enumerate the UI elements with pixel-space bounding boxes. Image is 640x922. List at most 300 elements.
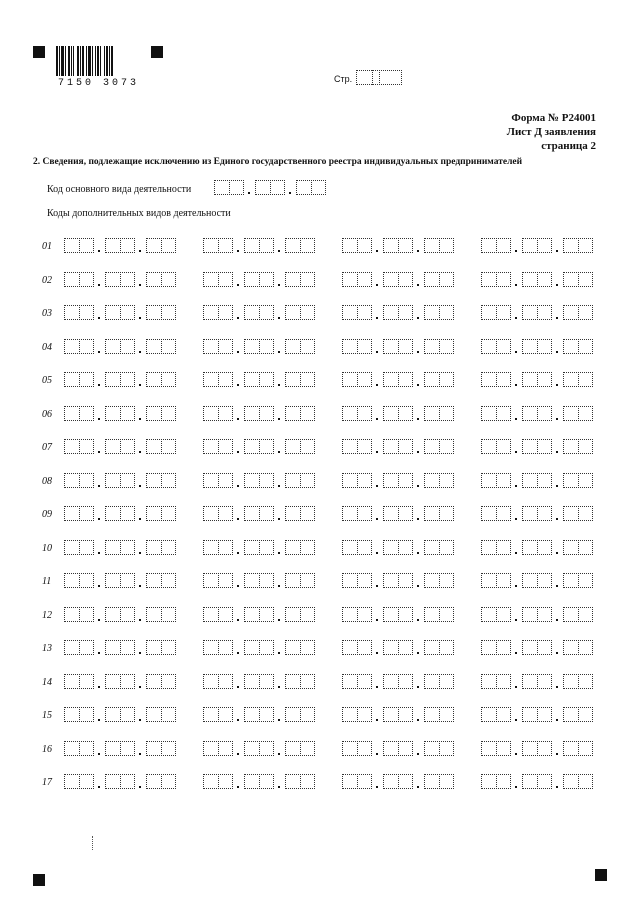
additional-code-10-2-separator-dot [278, 552, 280, 554]
additional-code-06-4-box-2[interactable] [522, 406, 552, 421]
additional-code-01-2-box-3[interactable] [285, 238, 315, 253]
additional-code-11-1-box-2[interactable] [105, 573, 135, 588]
additional-code-13-2-box-3[interactable] [285, 640, 315, 655]
margin-tick [92, 836, 93, 850]
additional-code-11-4-box-3[interactable] [563, 573, 593, 588]
page-number-field[interactable] [356, 70, 402, 85]
additional-code-10-2-box-1[interactable] [203, 540, 233, 555]
additional-code-01-2-separator-dot [278, 250, 280, 252]
additional-code-06-1-box-1[interactable] [64, 406, 94, 421]
additional-code-04-3-separator-dot [417, 351, 419, 353]
additional-code-07-2-box-2[interactable] [244, 439, 274, 454]
additional-code-05-2-box-1[interactable] [203, 372, 233, 387]
additional-code-09-2-box-1[interactable] [203, 506, 233, 521]
additional-code-15-1-box-1[interactable] [64, 707, 94, 722]
additional-code-14-4-box-2[interactable] [522, 674, 552, 689]
additional-code-12-2-box-1[interactable] [203, 607, 233, 622]
additional-code-12-4-separator-dot [515, 619, 517, 621]
main-activity-code-box-3[interactable] [296, 180, 326, 195]
additional-code-06-4-separator-dot [556, 418, 558, 420]
additional-code-02-4-box-2[interactable] [522, 272, 552, 287]
additional-code-15-3-separator-dot [376, 719, 378, 721]
additional-code-10-1-box-1[interactable] [64, 540, 94, 555]
additional-code-14-1-box-1[interactable] [64, 674, 94, 689]
additional-code-09-2-box-3[interactable] [285, 506, 315, 521]
additional-code-14-4-separator-dot [515, 686, 517, 688]
additional-code-12-4-box-2[interactable] [522, 607, 552, 622]
additional-code-10-3-box-1[interactable] [342, 540, 372, 555]
additional-code-04-4-separator-dot [515, 351, 517, 353]
additional-code-08-4-box-1[interactable] [481, 473, 511, 488]
sheet-page: страница 2 [541, 140, 596, 152]
additional-code-15-4-separator-dot [556, 719, 558, 721]
additional-code-17-2-box-3[interactable] [285, 774, 315, 789]
additional-code-17-2-box-2[interactable] [244, 774, 274, 789]
additional-code-13-3-box-3[interactable] [424, 640, 454, 655]
additional-code-08-4-box-3[interactable] [563, 473, 593, 488]
additional-code-05-3-box-3[interactable] [424, 372, 454, 387]
additional-code-03-1-box-3[interactable] [146, 305, 176, 320]
additional-code-07-4-box-2[interactable] [522, 439, 552, 454]
additional-code-08-3-box-1[interactable] [342, 473, 372, 488]
additional-code-15-1-box-2[interactable] [105, 707, 135, 722]
additional-code-09-1-box-3[interactable] [146, 506, 176, 521]
additional-code-05-3-box-2[interactable] [383, 372, 413, 387]
additional-code-01-1-box-2[interactable] [105, 238, 135, 253]
additional-code-03-3-box-2[interactable] [383, 305, 413, 320]
additional-code-05-4-box-2[interactable] [522, 372, 552, 387]
additional-code-16-4-box-2[interactable] [522, 741, 552, 756]
additional-code-15-2-box-3[interactable] [285, 707, 315, 722]
additional-code-08-1-box-1[interactable] [64, 473, 94, 488]
additional-code-05-3-box-1[interactable] [342, 372, 372, 387]
additional-code-10-2-separator-dot [237, 552, 239, 554]
additional-code-16-2-box-2[interactable] [244, 741, 274, 756]
row-number: 09 [42, 509, 52, 520]
additional-code-14-3-box-2[interactable] [383, 674, 413, 689]
additional-code-16-4-box-1[interactable] [481, 741, 511, 756]
additional-code-05-2-box-2[interactable] [244, 372, 274, 387]
additional-code-07-1-box-1[interactable] [64, 439, 94, 454]
main-activity-code-box-1[interactable] [214, 180, 244, 195]
additional-code-11-1-separator-dot [139, 585, 141, 587]
additional-code-10-1-box-3[interactable] [146, 540, 176, 555]
additional-code-06-2-box-2[interactable] [244, 406, 274, 421]
additional-code-04-3-box-2[interactable] [383, 339, 413, 354]
additional-code-06-4-box-1[interactable] [481, 406, 511, 421]
additional-code-08-1-box-3[interactable] [146, 473, 176, 488]
additional-code-12-1-box-1[interactable] [64, 607, 94, 622]
additional-code-05-1-box-2[interactable] [105, 372, 135, 387]
additional-code-16-1-box-3[interactable] [146, 741, 176, 756]
additional-code-12-2-box-3[interactable] [285, 607, 315, 622]
additional-code-06-2-separator-dot [278, 418, 280, 420]
additional-code-17-1-box-2[interactable] [105, 774, 135, 789]
additional-code-16-1-box-1[interactable] [64, 741, 94, 756]
additional-code-14-1-separator-dot [139, 686, 141, 688]
additional-code-05-4-box-1[interactable] [481, 372, 511, 387]
additional-code-09-3-box-1[interactable] [342, 506, 372, 521]
additional-code-04-2-box-3[interactable] [285, 339, 315, 354]
additional-code-15-3-box-2[interactable] [383, 707, 413, 722]
additional-code-16-2-box-1[interactable] [203, 741, 233, 756]
additional-code-10-3-separator-dot [417, 552, 419, 554]
additional-code-16-4-box-3[interactable] [563, 741, 593, 756]
additional-code-06-4-box-3[interactable] [563, 406, 593, 421]
additional-code-11-2-box-2[interactable] [244, 573, 274, 588]
additional-code-08-3-box-2[interactable] [383, 473, 413, 488]
additional-code-14-3-box-1[interactable] [342, 674, 372, 689]
additional-code-01-2-separator-dot [237, 250, 239, 252]
additional-code-04-4-separator-dot [556, 351, 558, 353]
additional-code-15-2-box-1[interactable] [203, 707, 233, 722]
additional-code-12-2-separator-dot [237, 619, 239, 621]
additional-code-04-1-box-1[interactable] [64, 339, 94, 354]
additional-code-05-1-box-1[interactable] [64, 372, 94, 387]
additional-code-06-2-box-1[interactable] [203, 406, 233, 421]
additional-code-03-4-box-1[interactable] [481, 305, 511, 320]
additional-code-02-1-box-2[interactable] [105, 272, 135, 287]
row-number: 03 [42, 308, 52, 319]
additional-code-09-3-box-3[interactable] [424, 506, 454, 521]
additional-code-15-2-separator-dot [237, 719, 239, 721]
additional-code-13-1-box-2[interactable] [105, 640, 135, 655]
additional-code-14-2-box-1[interactable] [203, 674, 233, 689]
additional-code-10-4-box-1[interactable] [481, 540, 511, 555]
additional-code-09-4-box-3[interactable] [563, 506, 593, 521]
additional-code-13-2-box-2[interactable] [244, 640, 274, 655]
additional-code-11-4-box-1[interactable] [481, 573, 511, 588]
additional-code-01-2-box-1[interactable] [203, 238, 233, 253]
additional-code-17-4-separator-dot [556, 786, 558, 788]
additional-code-12-3-box-1[interactable] [342, 607, 372, 622]
additional-code-07-4-box-1[interactable] [481, 439, 511, 454]
additional-code-12-3-box-2[interactable] [383, 607, 413, 622]
additional-code-16-2-box-3[interactable] [285, 741, 315, 756]
additional-code-05-2-box-3[interactable] [285, 372, 315, 387]
additional-code-16-1-box-2[interactable] [105, 741, 135, 756]
additional-code-17-3-box-2[interactable] [383, 774, 413, 789]
additional-code-17-2-separator-dot [237, 786, 239, 788]
additional-code-07-4-separator-dot [515, 451, 517, 453]
additional-code-06-1-box-3[interactable] [146, 406, 176, 421]
additional-code-02-3-separator-dot [417, 284, 419, 286]
additional-code-01-1-box-3[interactable] [146, 238, 176, 253]
additional-code-10-3-separator-dot [376, 552, 378, 554]
additional-code-13-1-box-1[interactable] [64, 640, 94, 655]
additional-code-12-4-box-1[interactable] [481, 607, 511, 622]
additional-code-12-1-box-2[interactable] [105, 607, 135, 622]
additional-code-15-2-box-2[interactable] [244, 707, 274, 722]
additional-code-16-3-box-1[interactable] [342, 741, 372, 756]
additional-code-13-4-box-3[interactable] [563, 640, 593, 655]
additional-code-13-4-separator-dot [556, 652, 558, 654]
additional-code-08-2-box-3[interactable] [285, 473, 315, 488]
additional-code-02-3-box-3[interactable] [424, 272, 454, 287]
main-activity-code-separator-dot [248, 192, 250, 194]
additional-code-10-4-box-3[interactable] [563, 540, 593, 555]
additional-code-04-4-box-1[interactable] [481, 339, 511, 354]
additional-code-09-2-box-2[interactable] [244, 506, 274, 521]
additional-code-07-3-separator-dot [376, 451, 378, 453]
additional-code-11-3-box-2[interactable] [383, 573, 413, 588]
additional-code-17-1-separator-dot [139, 786, 141, 788]
additional-code-02-4-box-1[interactable] [481, 272, 511, 287]
additional-code-07-4-separator-dot [556, 451, 558, 453]
additional-code-04-1-box-3[interactable] [146, 339, 176, 354]
additional-code-04-2-box-2[interactable] [244, 339, 274, 354]
additional-code-14-2-box-2[interactable] [244, 674, 274, 689]
additional-code-02-3-box-2[interactable] [383, 272, 413, 287]
main-activity-code-separator-dot [289, 192, 291, 194]
additional-code-16-3-box-3[interactable] [424, 741, 454, 756]
additional-code-11-3-box-1[interactable] [342, 573, 372, 588]
additional-code-07-2-box-1[interactable] [203, 439, 233, 454]
additional-code-16-3-box-2[interactable] [383, 741, 413, 756]
additional-code-08-1-box-2[interactable] [105, 473, 135, 488]
additional-code-12-3-box-3[interactable] [424, 607, 454, 622]
additional-code-11-2-box-3[interactable] [285, 573, 315, 588]
additional-code-05-1-box-3[interactable] [146, 372, 176, 387]
additional-code-17-4-box-2[interactable] [522, 774, 552, 789]
additional-code-08-3-separator-dot [376, 485, 378, 487]
additional-code-15-1-separator-dot [139, 719, 141, 721]
additional-code-15-4-box-1[interactable] [481, 707, 511, 722]
additional-code-14-3-box-3[interactable] [424, 674, 454, 689]
registration-mark-top-right [151, 46, 163, 58]
additional-code-01-2-box-2[interactable] [244, 238, 274, 253]
additional-code-17-2-separator-dot [278, 786, 280, 788]
additional-code-14-3-separator-dot [417, 686, 419, 688]
additional-code-04-2-separator-dot [278, 351, 280, 353]
additional-code-16-1-separator-dot [139, 753, 141, 755]
additional-code-03-4-box-2[interactable] [522, 305, 552, 320]
additional-code-16-1-separator-dot [98, 753, 100, 755]
additional-code-07-3-box-2[interactable] [383, 439, 413, 454]
additional-code-12-4-separator-dot [556, 619, 558, 621]
additional-code-02-2-box-3[interactable] [285, 272, 315, 287]
additional-code-14-1-box-2[interactable] [105, 674, 135, 689]
additional-code-02-1-box-3[interactable] [146, 272, 176, 287]
additional-code-01-4-separator-dot [515, 250, 517, 252]
row-number: 06 [42, 408, 52, 420]
additional-code-03-3-separator-dot [376, 317, 378, 319]
additional-code-12-4-box-3[interactable] [563, 607, 593, 622]
additional-code-14-4-separator-dot [556, 686, 558, 688]
additional-code-08-3-box-3[interactable] [424, 473, 454, 488]
additional-code-05-2-separator-dot [278, 384, 280, 386]
additional-code-11-2-box-1[interactable] [203, 573, 233, 588]
additional-code-01-4-box-2[interactable] [522, 238, 552, 253]
additional-code-09-4-box-2[interactable] [522, 506, 552, 521]
additional-code-12-3-separator-dot [417, 619, 419, 621]
row-number: 08 [42, 475, 52, 487]
additional-code-03-1-box-1[interactable] [64, 305, 94, 320]
additional-code-12-2-box-2[interactable] [244, 607, 274, 622]
additional-code-02-3-separator-dot [376, 284, 378, 286]
additional-code-11-1-box-1[interactable] [64, 573, 94, 588]
additional-code-15-1-separator-dot [98, 719, 100, 721]
additional-code-03-3-separator-dot [417, 317, 419, 319]
additional-code-07-1-box-2[interactable] [105, 439, 135, 454]
additional-code-07-3-box-3[interactable] [424, 439, 454, 454]
additional-code-05-4-box-3[interactable] [563, 372, 593, 387]
additional-code-12-2-separator-dot [278, 619, 280, 621]
additional-code-04-2-separator-dot [237, 351, 239, 353]
additional-code-09-3-box-2[interactable] [383, 506, 413, 521]
additional-code-05-4-separator-dot [556, 384, 558, 386]
additional-code-03-2-separator-dot [237, 317, 239, 319]
additional-code-13-3-separator-dot [376, 652, 378, 654]
additional-code-14-4-box-1[interactable] [481, 674, 511, 689]
row-number: 05 [42, 375, 52, 386]
additional-code-01-3-box-3[interactable] [424, 238, 454, 253]
additional-code-13-4-box-1[interactable] [481, 640, 511, 655]
additional-code-08-4-box-2[interactable] [522, 473, 552, 488]
additional-code-04-4-box-3[interactable] [563, 339, 593, 354]
additional-code-17-2-box-1[interactable] [203, 774, 233, 789]
additional-code-09-2-separator-dot [278, 518, 280, 520]
additional-code-16-3-separator-dot [376, 753, 378, 755]
additional-code-16-3-separator-dot [417, 753, 419, 755]
additional-code-14-2-separator-dot [237, 686, 239, 688]
additional-code-09-2-separator-dot [237, 518, 239, 520]
additional-code-13-4-separator-dot [515, 652, 517, 654]
additional-code-01-1-separator-dot [98, 250, 100, 252]
row-number: 07 [42, 442, 52, 453]
additional-code-14-1-box-3[interactable] [146, 674, 176, 689]
additional-code-07-3-box-1[interactable] [342, 439, 372, 454]
main-activity-code-box-2[interactable] [255, 180, 285, 195]
additional-code-03-4-box-3[interactable] [563, 305, 593, 320]
additional-code-12-1-box-3[interactable] [146, 607, 176, 622]
additional-code-10-3-box-3[interactable] [424, 540, 454, 555]
additional-code-09-1-box-2[interactable] [105, 506, 135, 521]
additional-code-03-1-box-2[interactable] [105, 305, 135, 320]
additional-code-15-1-box-3[interactable] [146, 707, 176, 722]
barcode [56, 46, 130, 76]
additional-code-10-2-box-2[interactable] [244, 540, 274, 555]
additional-code-13-3-separator-dot [417, 652, 419, 654]
additional-code-08-2-separator-dot [237, 485, 239, 487]
additional-code-07-2-box-3[interactable] [285, 439, 315, 454]
additional-code-16-4-separator-dot [556, 753, 558, 755]
additional-code-01-3-box-1[interactable] [342, 238, 372, 253]
additional-code-17-1-box-1[interactable] [64, 774, 94, 789]
additional-code-02-4-box-3[interactable] [563, 272, 593, 287]
additional-code-17-4-box-1[interactable] [481, 774, 511, 789]
additional-code-04-3-box-3[interactable] [424, 339, 454, 354]
additional-code-07-1-box-3[interactable] [146, 439, 176, 454]
additional-code-02-2-box-2[interactable] [244, 272, 274, 287]
additional-code-08-2-box-2[interactable] [244, 473, 274, 488]
additional-code-08-3-separator-dot [417, 485, 419, 487]
additional-code-16-2-separator-dot [278, 753, 280, 755]
row-number: 10 [42, 542, 52, 554]
additional-code-10-3-box-2[interactable] [383, 540, 413, 555]
additional-code-13-4-box-2[interactable] [522, 640, 552, 655]
registration-mark-bottom-right [595, 869, 607, 881]
additional-code-03-3-box-1[interactable] [342, 305, 372, 320]
additional-code-03-2-box-3[interactable] [285, 305, 315, 320]
additional-code-09-1-box-1[interactable] [64, 506, 94, 521]
additional-code-01-1-box-1[interactable] [64, 238, 94, 253]
additional-code-14-2-box-3[interactable] [285, 674, 315, 689]
additional-code-03-2-box-1[interactable] [203, 305, 233, 320]
additional-code-07-1-separator-dot [98, 451, 100, 453]
additional-code-06-3-box-3[interactable] [424, 406, 454, 421]
additional-code-01-3-separator-dot [376, 250, 378, 252]
additional-code-11-3-box-3[interactable] [424, 573, 454, 588]
additional-code-06-3-box-2[interactable] [383, 406, 413, 421]
additional-code-04-1-separator-dot [98, 351, 100, 353]
additional-code-15-3-box-3[interactable] [424, 707, 454, 722]
additional-code-10-4-box-2[interactable] [522, 540, 552, 555]
additional-code-07-3-separator-dot [417, 451, 419, 453]
additional-code-04-1-box-2[interactable] [105, 339, 135, 354]
additional-code-04-2-box-1[interactable] [203, 339, 233, 354]
additional-code-15-4-box-2[interactable] [522, 707, 552, 722]
additional-code-01-3-separator-dot [417, 250, 419, 252]
additional-code-06-1-box-2[interactable] [105, 406, 135, 421]
additional-code-04-1-separator-dot [139, 351, 141, 353]
sheet-title: Лист Д заявления [506, 126, 596, 138]
row-number: 02 [42, 274, 52, 286]
additional-code-17-1-box-3[interactable] [146, 774, 176, 789]
additional-code-06-2-box-3[interactable] [285, 406, 315, 421]
additional-code-08-2-box-1[interactable] [203, 473, 233, 488]
additional-code-17-3-box-1[interactable] [342, 774, 372, 789]
additional-code-03-1-separator-dot [98, 317, 100, 319]
additional-code-01-3-box-2[interactable] [383, 238, 413, 253]
additional-code-11-2-separator-dot [237, 585, 239, 587]
additional-code-01-1-separator-dot [139, 250, 141, 252]
additional-code-15-4-box-3[interactable] [563, 707, 593, 722]
additional-code-02-2-separator-dot [237, 284, 239, 286]
additional-code-14-4-box-3[interactable] [563, 674, 593, 689]
additional-code-01-4-box-1[interactable] [481, 238, 511, 253]
additional-code-02-3-box-1[interactable] [342, 272, 372, 287]
additional-activity-codes-label: Коды дополнительных видов деятельности [47, 208, 231, 219]
row-number: 13 [42, 643, 52, 654]
additional-code-13-2-box-1[interactable] [203, 640, 233, 655]
additional-code-10-2-box-3[interactable] [285, 540, 315, 555]
additional-code-13-3-box-2[interactable] [383, 640, 413, 655]
additional-code-02-1-box-1[interactable] [64, 272, 94, 287]
additional-code-03-2-box-2[interactable] [244, 305, 274, 320]
additional-code-11-4-box-2[interactable] [522, 573, 552, 588]
additional-code-17-4-box-3[interactable] [563, 774, 593, 789]
additional-code-04-4-box-2[interactable] [522, 339, 552, 354]
additional-code-10-1-box-2[interactable] [105, 540, 135, 555]
additional-code-07-4-box-3[interactable] [563, 439, 593, 454]
additional-code-01-4-box-3[interactable] [563, 238, 593, 253]
additional-code-06-3-box-1[interactable] [342, 406, 372, 421]
additional-code-02-2-box-1[interactable] [203, 272, 233, 287]
additional-code-17-3-box-3[interactable] [424, 774, 454, 789]
additional-code-13-3-box-1[interactable] [342, 640, 372, 655]
additional-code-13-1-box-3[interactable] [146, 640, 176, 655]
section-title: 2. Сведения, подлежащие исключению из Единого государственного реестра индивидуальных предпринимателей [33, 157, 523, 167]
additional-code-09-4-separator-dot [515, 518, 517, 520]
additional-code-09-4-separator-dot [556, 518, 558, 520]
row-number: 14 [42, 676, 52, 688]
additional-code-04-3-box-1[interactable] [342, 339, 372, 354]
additional-code-15-3-box-1[interactable] [342, 707, 372, 722]
additional-code-03-3-box-3[interactable] [424, 305, 454, 320]
additional-code-11-1-box-3[interactable] [146, 573, 176, 588]
additional-code-09-4-box-1[interactable] [481, 506, 511, 521]
